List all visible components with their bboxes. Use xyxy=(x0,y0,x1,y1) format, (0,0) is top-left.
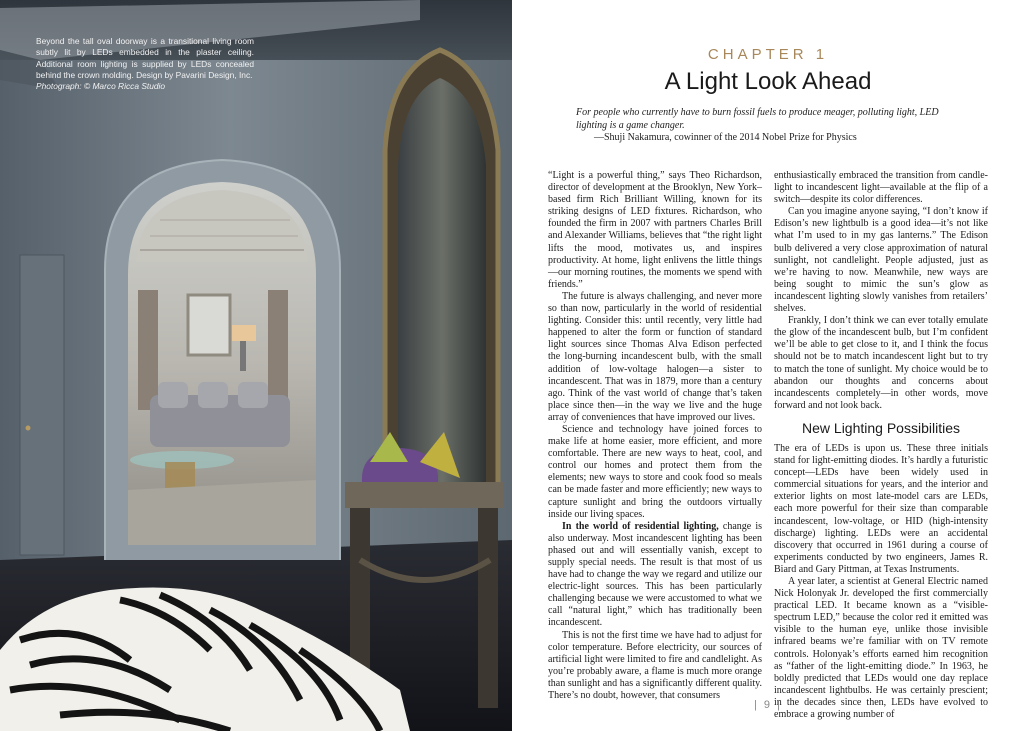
text-page xyxy=(512,0,1024,731)
paragraph: enthusiastically embraced the transition from candle-light to incandescent light—available at the flip of a switch—despite its color differences. xyxy=(774,170,988,206)
chapter-title: A Light Look Ahead xyxy=(664,68,872,95)
paragraph: Frankly, I don’t think we can ever totally emulate the glow of the incandescent bulb, but I’m confident we’ll be able to get close to it, and I think the focus should not be to match incandescent light but to try to match the tone of sunlight. My choice would be to abandon our thoughts and concerns about incandescents completely—in other words, move forward and not look back. xyxy=(774,315,988,411)
paragraph: “Light is a powerful thing,” says Theo Richardson, director of development at the Brooklyn, New York–based firm Rich Brilliant Willing, known for its striking designs of LED fixtures. Richardson, who founded the firm in 2007 with partners Charles Brill and Alexander Williams, believes that “the right light lifts the mood, motivates us, and inspires productivity. At home, light enlivens the little things—our morning routines, the moments we spend with friends.” xyxy=(548,170,762,290)
epigraph-attribution: —Shuji Nakamura, cowinner of the 2014 Nobel Prize for Physics xyxy=(594,132,857,143)
run-in-heading: In the world of residential lighting, xyxy=(562,520,719,532)
paragraph: Can you imagine anyone saying, “I don’t know if Edison’s new lightbulb is a good idea—it’s not like what I’m used to in my gas lanterns.” The Edison bulb delivered a very close approximation of natural sunlight, not candlelight. People adjusted, just as we’re having to now. Meanwhile, new ways are being sought to mimic the sun’s glow as incandescent lighting slowly vanishes from retailers’ shelves. xyxy=(774,206,988,315)
paragraph: The era of LEDs is upon us. These three initials stand for light-emitting diodes. It’s hardly a futuristic concept—LEDs have been widely used in commercial situations for years, and the interior and exterior lights on most late-model cars are LEDs, each more powerful for their size than comparable incandescent, low-voltage, or HID (high-intensity discharge) lighting. LEDs were an accidental discovery that occurred in 1961 during a course of experiments conducted by two engineers, James R. Biard and Gary Pittman, at Texas Instruments. xyxy=(774,442,988,575)
page-number: | 9 | xyxy=(754,699,782,711)
chapter-label: CHAPTER 1 xyxy=(707,46,829,63)
paragraph: The future is always challenging, and never more so than now, particularly in the world of residential lighting. Consider this: until recently, very little had happened to alter the form or function of standard light sources since Thomas Alva Edison perfected the long-burning incandescent bulb, with the small addition of low-voltage halogen—a sister to incandescent. That was in 1879, more than a century ago. Think of the vast world of change that’s taken place since then—in the way we live and the huge array of conveniences that have improved our lives. xyxy=(548,290,762,423)
paragraph: This is not the first time we have had to adjust for color temperature. Before electricity, our sources of artificial light were limited to fire and candlelight. As you’re probably aware, a flame is much more orange than sunlight and has a significantly different quality. There’s no doubt, however, that consumers xyxy=(548,629,762,702)
photo-caption xyxy=(36,36,254,92)
body-column-right xyxy=(774,170,988,721)
body-column-left xyxy=(548,170,762,702)
photo-credit: Photograph: © Marco Ricca Studio xyxy=(36,81,166,92)
paragraph: Science and technology have joined forces to make life at home easier, more efficient, and more comfortable. There are new ways to heat, cool, and control our homes and protect them from the elements; new ways to store and cook food so meals can be made faster and more efficiently; new ways to capture sunlight and bring the outdoors virtually inside our living spaces. xyxy=(548,423,762,520)
section-heading: New Lighting Possibilities xyxy=(802,419,960,436)
paragraph: A year later, a scientist at General Electric named Nick Holonyak Jr. developed the first commercially practical LED. It became known as a “visible-spectrum LED,” because the color red it emitted was visible to the human eye, unlike those invisible infrared beams we’re familiar with on TV remote controls. Holonyak’s efforts earned him recognition as “father of the light-emitting diode.” In 1963, he boldly predicted that LEDs would one day replace incandescent lightbulbs. He was certainly prescient; in the decades since then, LEDs have evolved to embrace a growing number of xyxy=(774,576,988,721)
epigraph-quote: For people who currently have to burn fossil fuels to produce meager, polluting light, LED lighting is a game changer. xyxy=(576,107,939,131)
caption-text: Beyond the tall oval doorway is a transitional living room subtly lit by LEDs embedded in the plaster ceiling. Additional room lighting is supplied by LEDs concealed behind the crown molding. Design by Pavarini Design, Inc. xyxy=(36,36,254,80)
paragraph xyxy=(548,521,762,630)
paragraph-text: change is also underway. Most incandescent lighting has been phased out and will essentially vanish, except to supply special needs. The result is that most of us have had to change the way we regard and utilize our electric-light sources. This has been particularly challenging because we were accustomed to what we call “natural light,” which has traditionally been incandescent. xyxy=(548,520,762,629)
epigraph xyxy=(576,107,971,145)
